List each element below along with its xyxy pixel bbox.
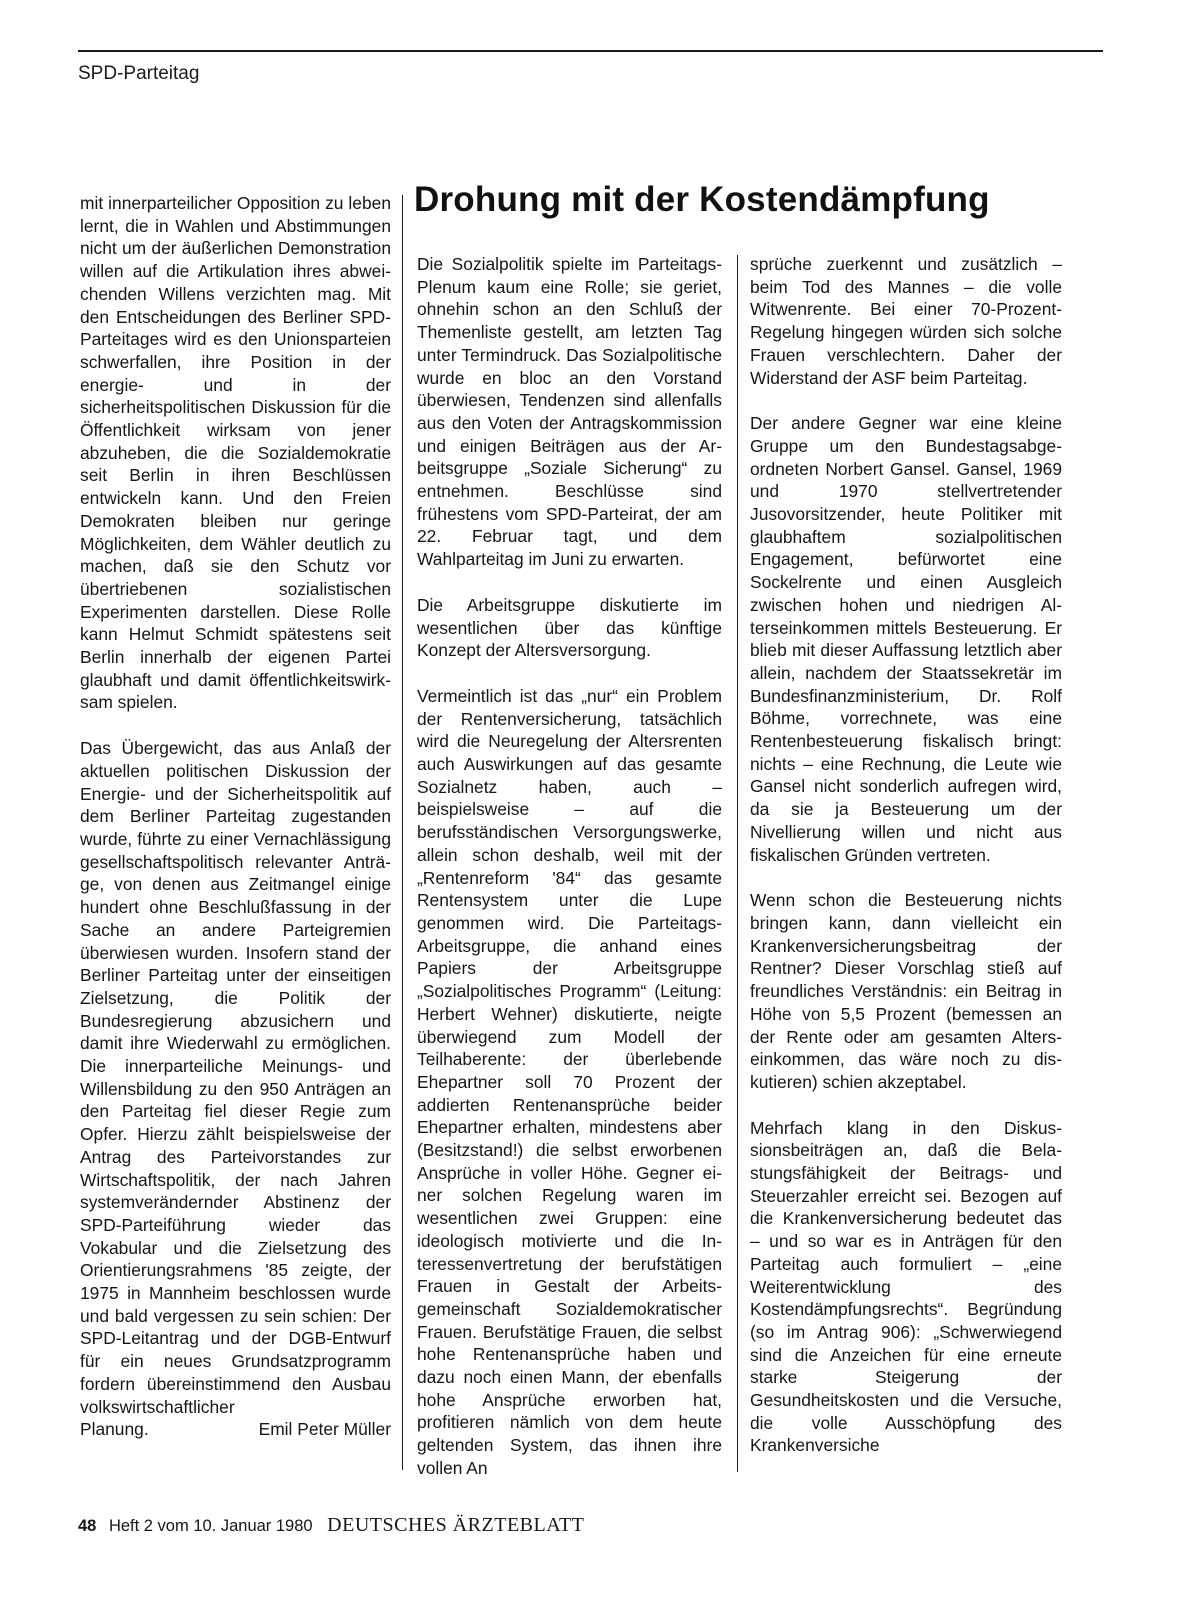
paragraph: Die Arbeitsgruppe diskutierte im wesentlichen über das künftige Konzept der Altersversorgung. [417, 594, 722, 661]
paragraph: Wenn schon die Besteuerung nichts bringen kann, dann vielleicht ein Krankenversicherungsbeitrag der Rentner? Dieser Vorschlag stieß auf freundliches Verständnis: ein Beitrag in Höhe von 5,5 Prozent (bemessen an der Rente oder am gesamten Alterseinkommen, das wäre noch zu diskutieren) schien akzeptabel. [750, 890, 1062, 1092]
issue-info: Heft 2 vom 10. Januar 1980 [108, 1517, 313, 1535]
paragraph [80, 737, 391, 1441]
publication-name: DEUTSCHES ÄRZTEBLATT [327, 1514, 585, 1536]
header-rule [78, 50, 1103, 52]
paragraph: Die Sozialpolitik spielte im Parteitags-Plenum kaum eine Rolle; sie geriet, ohnehin schon an den Schluß der Themenliste gestellt, am letzten Tag unter Termindruck. Das Sozialpolitische wurde en bloc an den Vorstand überwiesen, Tendenzen sind allenfalls aus den Voten der Antragskommission und einigen Beiträgen aus der Arbeitsgruppe „Soziale Sicherung“ zu entnehmen. Beschlüsse sind frühestens vom SPD-Parteirat, der am 22. Februar tagt, und dem Wahlparteitag im Juni zu erwarten. [417, 254, 722, 570]
author-signature: Emil Peter Müller [258, 1419, 391, 1440]
article-column-left [417, 253, 722, 1480]
paragraph: Mehrfach klang in den Diskussionsbeiträgen an, daß die Belastungsfähigkeit der Beitrags- und Steuerzahler erreicht sei. Bezogen auf die Krankenversicherung bedeutet das – und so war es in Anträgen für den Parteitag auch formuliert – „eine Weiterentwicklung des Kostendämpfungsrechts“. Begründung (so im Antrag 906): „Schwerwiegend sind die Anzeichen für eine erneute starke Steigerung der Gesundheitskosten und die Versuche, die volle Ausschöpfung des Krankenversiche [750, 1117, 1062, 1456]
article-headline: Drohung mit der Kostendämpfung [414, 180, 990, 219]
section-label: SPD-Parteitag [78, 63, 200, 84]
paragraph: sprüche zuerkennt und zusätzlich – beim Tod des Mannes – die volle Witwenrente. Bei einer 70-Prozent-Regelung hingegen würden sich solche Frauen verschlechtern. Daher der Widerstand der ASF beim Parteitag. [750, 254, 1062, 388]
paragraph: Der andere Gegner war eine kleine Gruppe um den Bundestagsabgeordneten Norbert Gansel. Gansel, 1969 und 1970 stellvertretender Jusovorsitzender, heute Politiker mit glaubhaftem sozialpolitischen Engagement, befürwortet eine Sockelrente und einen Ausgleich zwischen hohen und niedrigen Alterseinkommen mittels Besteuerung. Er blieb mit dieser Auffassung letztlich aber allein, nachdem der Staatssekretär im Bundesfinanzministerium, Dr. Rolf Böhme, vorrechnete, was eine Rentenbesteuerung fiskalisch bringt: nichts – eine Rechnung, die Leute wie Gansel nicht sonderlich aufregen wird, da sie ja Besteuerung um der Nivellierung willen und nicht aus fiskalischen Gründen vertreten. [750, 413, 1062, 865]
column-divider [402, 195, 403, 1470]
page-number: 48 [78, 1517, 97, 1535]
page-footer [78, 1514, 584, 1537]
paragraph-text: Das Übergewicht, das aus Anlaß der aktuellen politischen Diskussion der Energie- und der Sicherheitspolitik auf dem Berliner Parteitag zugestanden wurde, führte zu einer Vernachlässigung gesellschaftspolitisch relevanter Anträge, von denen aus Zeitmangel einige hundert ohne Beschlußfassung in der Sache an andere Parteigremien überwiesen wurden. Insofern stand der Berliner Parteitag unter der einseitigen Zielsetzung, die Politik der Bundesregierung abzusichern und damit ihre Wiederwahl zu ermöglichen. Die innerparteiliche Meinungs- und Willensbildung zu den 950 Anträgen an den Parteitag fiel dieser Regie zum Opfer. Hierzu zählt beispielsweise der Antrag des Parteivorstandes zur Wirtschaftspolitik, der nach Jahren systemverändernder Abstinenz der SPD-Parteiführung wieder das Vokabular und die Zielsetzung des Orientierungsrahmens '85 zeigte, der 1975 in Mannheim beschlossen wurde und bald vergessen zu sein schien: Der SPD-Leitantrag und der DGB-Entwurf für ein neues Grundsatzprogramm fordern übereinstimmend den Ausbau volkswirtschaftlicher [80, 738, 391, 1417]
paragraph: mit innerparteilicher Opposition zu leben lernt, die in Wahlen und Abstimmungen nicht um der äußerlichen Demonstration willen auf die Artikulation ihres abweichenden Willens verzichten mag. Mit den Entscheidungen des Berliner SPD-Parteitages wird es den Unionsparteien schwerfallen, ihre Position in der energie- und in der sicherheitspolitischen Diskussion für die Öffentlichkeit wirksam von jener abzuheben, die die Sozialdemokratie seit Berlin in ihren Beschlüssen entwickeln kann. Und den Freien Demokraten bleiben nur geringe Möglichkeiten, dem Wähler deutlich zu machen, daß sie den Schutz vor übertriebenen sozialistischen Experimenten darstellen. Diese Rolle kann Helmut Schmidt spätestens seit Berlin innerhalb der eigenen Partei glaubhaft und damit öffentlichkeitswirksam spielen. [80, 193, 391, 713]
closing-text: Planung. [80, 1419, 149, 1440]
column-divider [737, 255, 738, 1472]
article-column-right [750, 253, 1062, 1457]
article-continuation-column [80, 192, 391, 1441]
paragraph: Vermeintlich ist das „nur“ ein Problem der Rentenversicherung, tatsächlich wird die Neuregelung der Altersrenten auch Auswirkungen auf das gesamte Sozialnetz haben, auch – beispielsweise – auf die berufsständischen Versorgungswerke, allein schon deshalb, weil mit der „Rentenreform '84“ das gesamte Rentensystem unter die Lupe genommen wird. Die Parteitags-Arbeitsgruppe, die anhand eines Papiers der Arbeitsgruppe „Sozialpolitisches Programm“ (Leitung: Herbert Wehner) diskutierte, neigte überwiegend zum Modell der Teilhaberente: der überlebende Ehepartner soll 70 Prozent der addierten Rentenansprüche beider Ehepartner erhalten, mindestens aber (Besitzstand!) die selbst erworbenen Ansprüche in voller Höhe. Gegner einer solchen Regelung waren im wesentlichen zwei Gruppen: eine ideologisch motivierte und die Interessenvertretung der berufstätigen Frauen in Gestalt der Arbeitsgemeinschaft Sozialdemokratischer Frauen. Berufstätige Frauen, die selbst hohe Rentenansprüche haben und dazu noch einen Mann, der ebenfalls hohe Ansprüche erworben hat, profitieren nämlich von dem heute geltenden System, das ihnen ihre vollen An [417, 685, 722, 1478]
closing-line [80, 1418, 391, 1441]
